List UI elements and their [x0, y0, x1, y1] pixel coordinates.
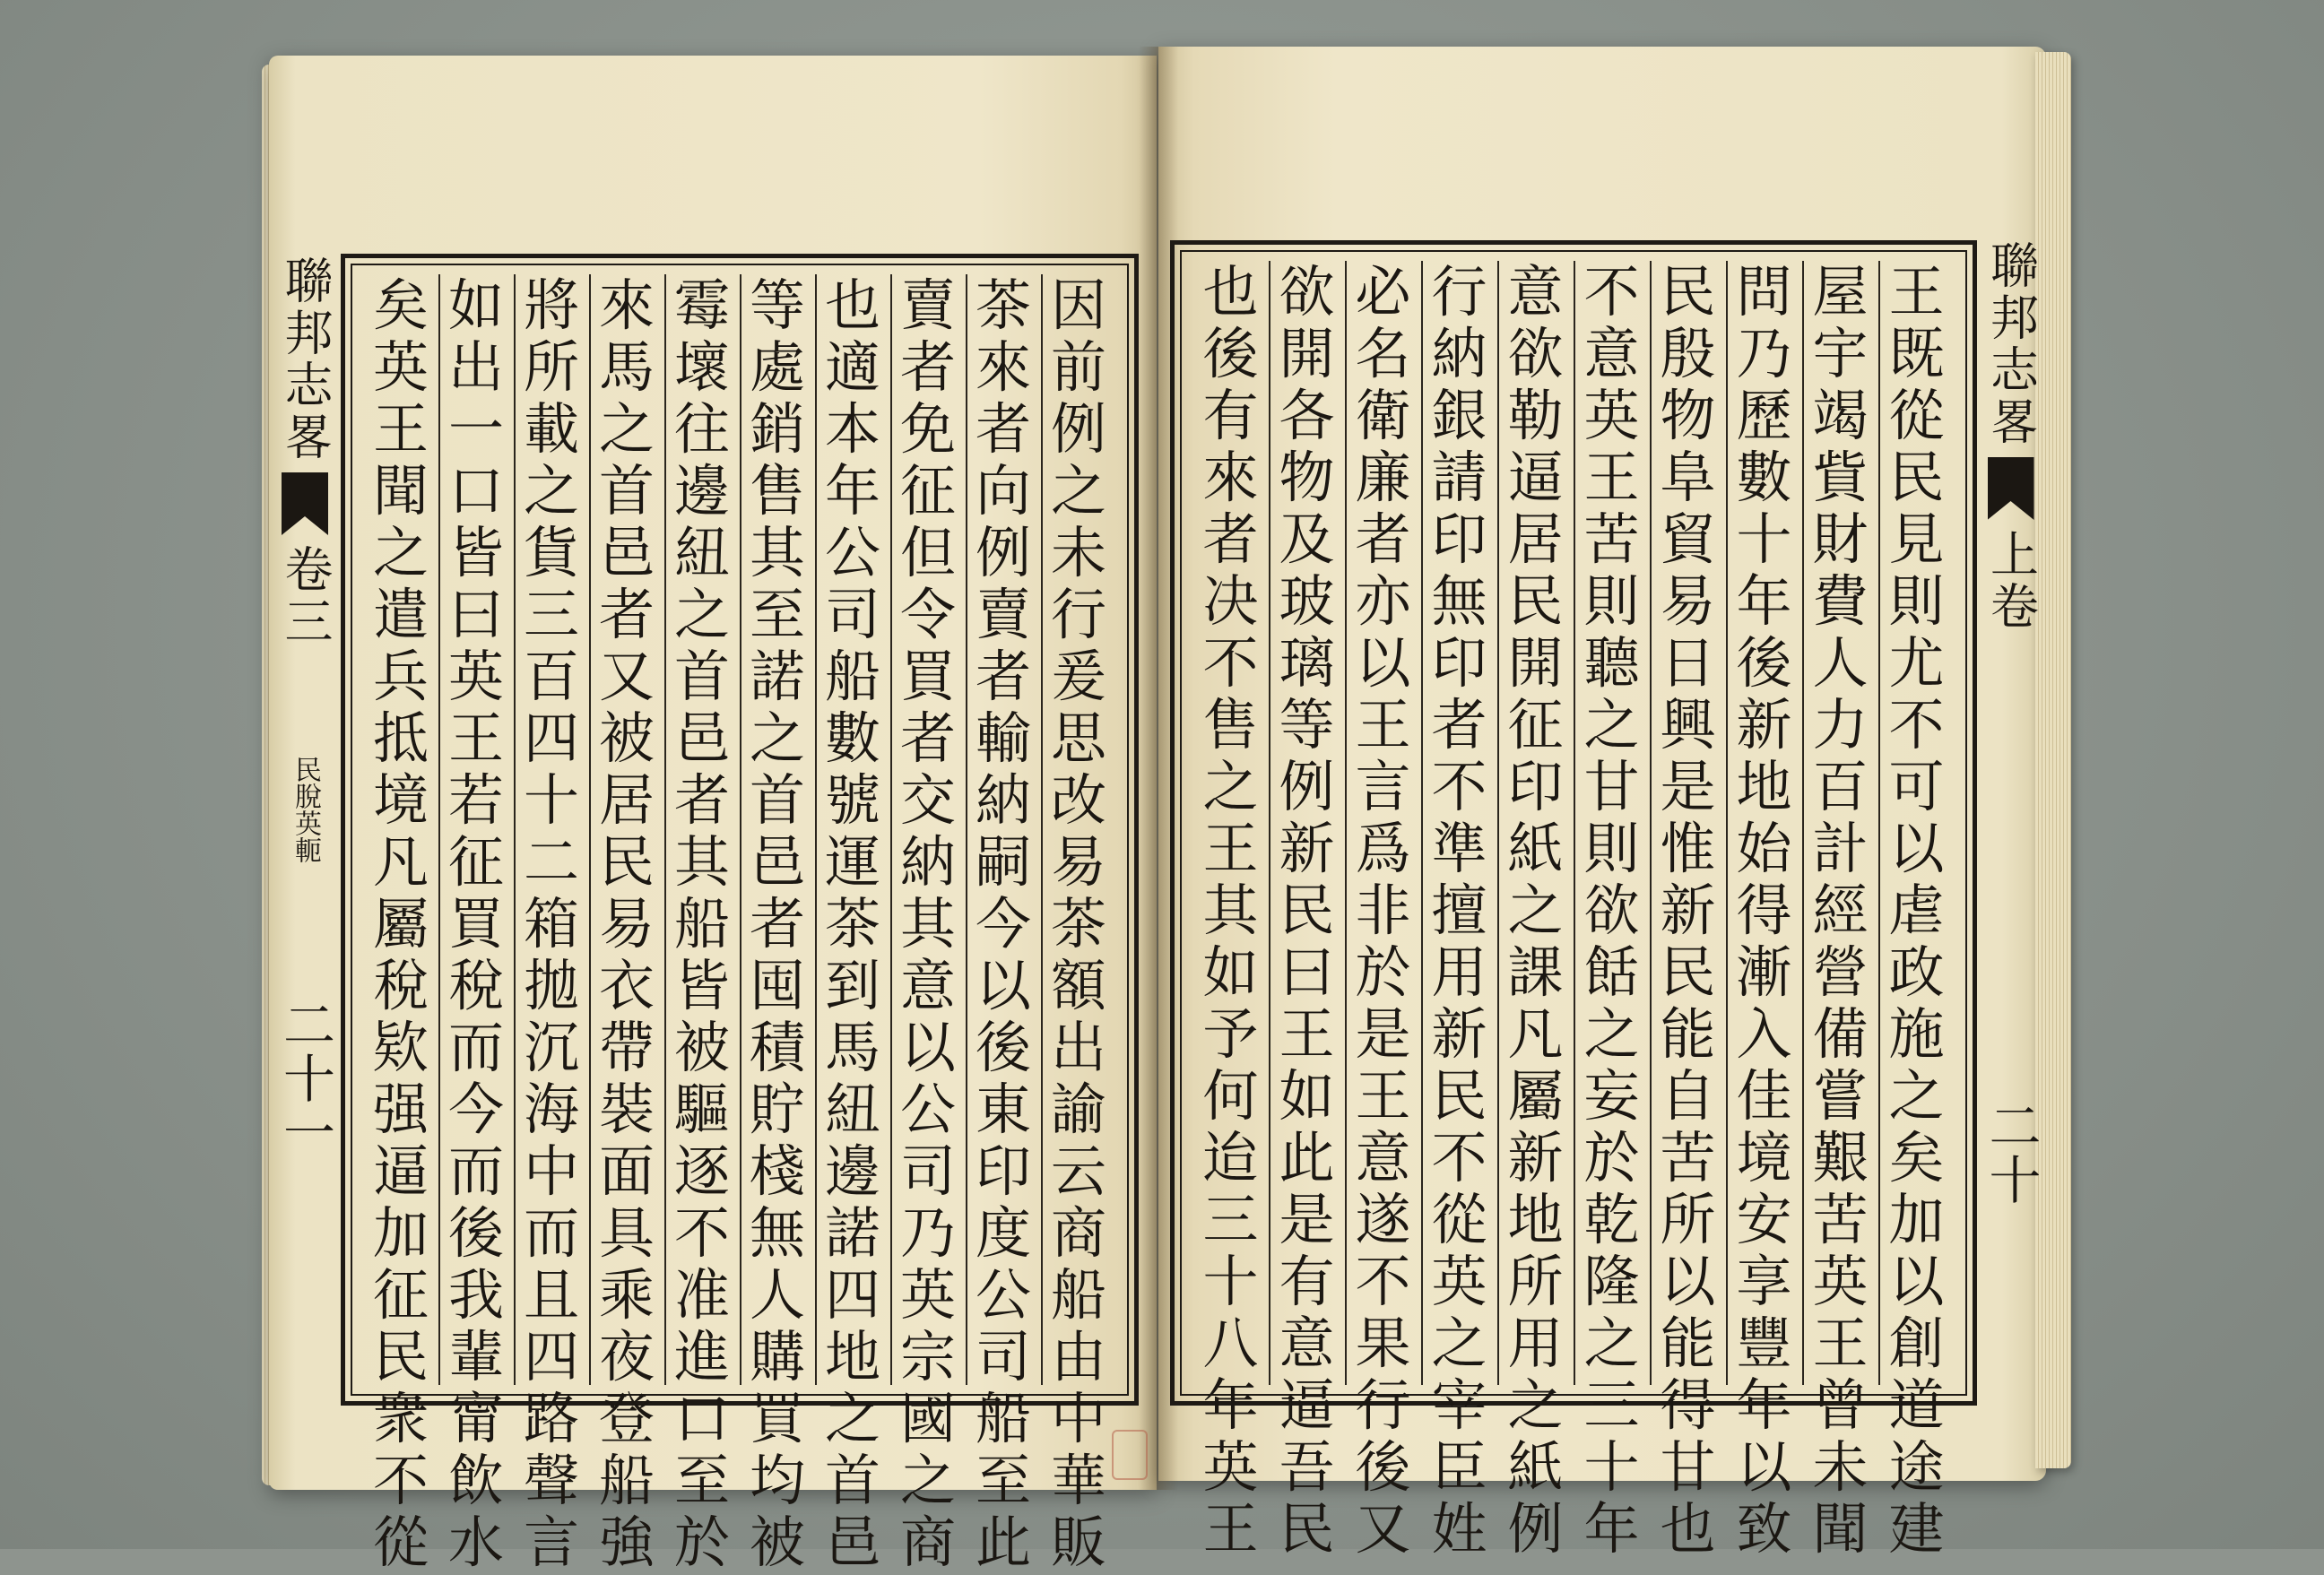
right-page-column-7: 行 納 銀 請 印 無 印 者 不 準 擅 用 新 民 不 從 英 之 宰 臣 姓	[1431, 259, 1487, 1562]
right-page-column-1: 王 既 從 民 見 則 尤 不 可 以 虐 政 施 之 矣 加 以 創 道 途 建	[1888, 259, 1945, 1562]
fish-tail-mark	[1988, 457, 2034, 520]
right-page-column-2: 屋 宇 竭 貲 財 費 人 力 百 計 經 營 備 嘗 艱 苦 英 王 曾 未 聞	[1812, 259, 1869, 1562]
library-seal	[1112, 1430, 1148, 1480]
right-margin-title: 聯邦志畧	[1982, 240, 2040, 448]
right-page-column-10: 也 後 有 來 者 决 不 售 之 王 其 如 予 何 迨 三 十 八 年 英 王	[1202, 259, 1259, 1562]
left-page-column-7: 來 馬 之 首 邑 者 又 被 居 民 易 衣 帶 裝 面 具 乘 夜 登 船 強	[598, 273, 655, 1575]
left-page-column-5: 等 處 銷 售 其 至 諾 之 首 邑 者 囤 積 貯 棧 無 人 購 買 均 被	[749, 273, 805, 1575]
right-page-column-5: 不 意 英 王 苦 則 聽 之 甘 則 欲 餂 之 妄 於 乾 隆 之 三 十 年	[1583, 259, 1640, 1562]
left-page-margin	[269, 255, 341, 1159]
right-page-column-3: 問 乃 歷 數 十 年 後 新 地 始 得 漸 入 佳 境 安 享 豐 年 以 致	[1736, 259, 1792, 1562]
left-page-column-4: 也 適 本 年 公 司 船 數 號 運 茶 到 馬 紐 邊 諾 四 地 之 首 邑	[824, 273, 880, 1575]
left-text-block	[341, 254, 1139, 1575]
right-page-column-8: 必 名 衛 廉 者 亦 以 王 言 爲 非 於 是 王 意 遂 不 果 行 後 又	[1355, 259, 1411, 1562]
left-page-column-8: 將 所 載 之 貨 三 百 四 十 二 箱 拋 沉 海 中 而 且 四 路 聲 言	[523, 273, 579, 1575]
right-page-column-6: 意 欲 勒 逼 居 民 開 征 印 紙 之 課 凡 屬 新 地 所 用 之 紙 例	[1507, 259, 1564, 1562]
left-page-column-3: 賣 者 免 征 但 令 買 者 交 納 其 意 以 公 司 乃 英 宗 國 之 商	[899, 273, 956, 1575]
left-page-column-10: 矣 英 王 聞 之 遣 兵 抵 境 凡 屬 稅 欵 强 逼 加 征 民 衆 不 從	[372, 273, 429, 1575]
right-page-column-9: 欲 開 各 物 及 玻 璃 等 例 新 民 曰 王 如 此 是 有 意 逼 吾 民	[1279, 259, 1335, 1562]
left-margin-volume: 卷三	[277, 544, 334, 648]
left-text-columns	[363, 273, 1116, 1575]
right-margin-volume: 上卷	[1982, 529, 2040, 633]
fish-tail-mark	[282, 472, 328, 535]
left-page-column-1: 因 前 例 之 未 行 爰 思 改 易 茶 額 出 諭 云 商 船 由 中 華 販	[1050, 273, 1106, 1575]
right-page-margin	[1977, 240, 2044, 1207]
left-margin-page-number: 二十一	[274, 998, 335, 1159]
right-margin-page-number: 二十	[1980, 1099, 2042, 1207]
left-page-column-2: 茶 來 者 向 例 賣 者 輸 納 嗣 今 以 後 東 印 度 公 司 船 至 此	[975, 273, 1031, 1575]
left-margin-title: 聯邦志畧	[277, 255, 334, 463]
left-page-column-9: 如 出 一 口 皆 曰 英 王 若 征 買 稅 而 今 而 後 我 輩 甯 飲 水	[447, 273, 504, 1575]
right-text-columns	[1192, 259, 1955, 1562]
right-page-column-4: 民 殷 物 阜 貿 易 日 興 是 惟 新 民 能 自 苦 所 以 能 得 甘 也	[1660, 259, 1716, 1562]
left-margin-subtitle: 民脫英軛	[290, 756, 321, 863]
right-text-block	[1170, 240, 1977, 1562]
left-page-column-6: 霉 壞 往 邊 紐 之 首 邑 者 其 船 皆 被 驅 逐 不 准 進 口 至 於	[673, 273, 730, 1575]
